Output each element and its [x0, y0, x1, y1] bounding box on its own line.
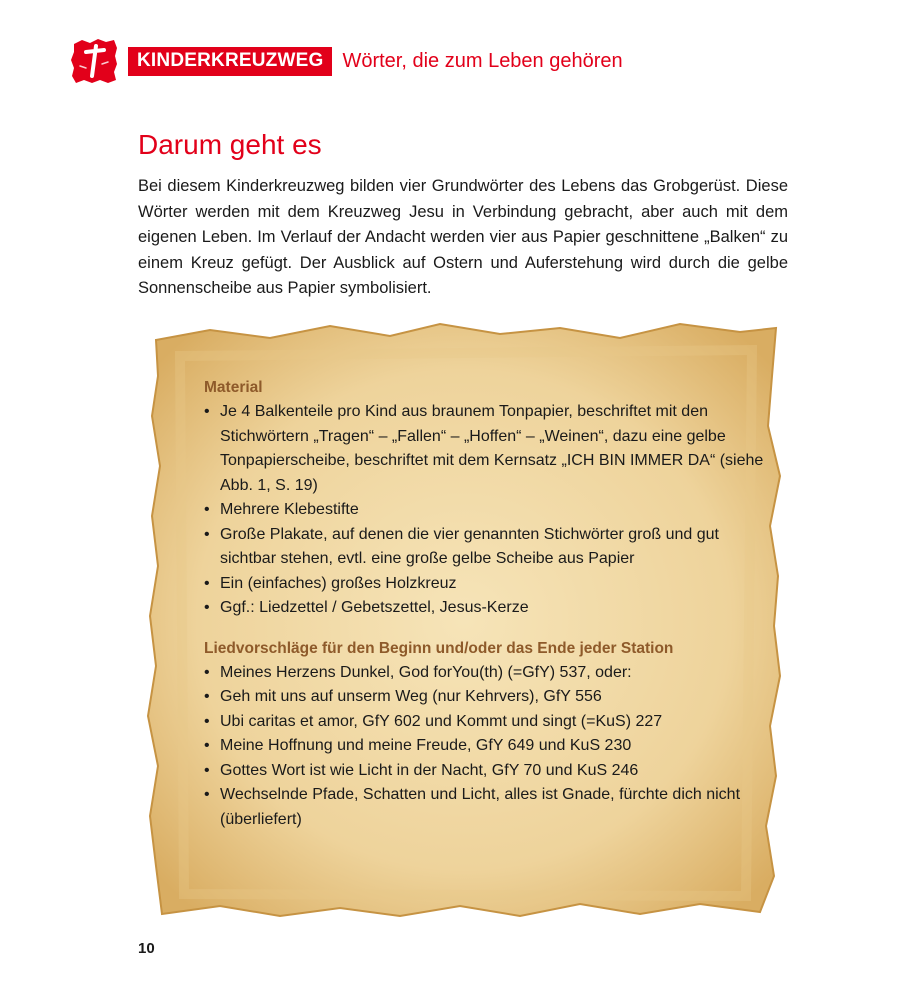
list-item — [204, 596, 764, 621]
bullet-icon: • — [204, 761, 210, 779]
list-item — [204, 759, 764, 784]
bullet-icon: • — [204, 403, 210, 420]
list-item — [204, 710, 764, 735]
material-heading: Material — [204, 379, 263, 396]
list-item — [204, 734, 764, 759]
list-item — [204, 572, 764, 597]
list-item — [204, 400, 764, 498]
list-item-text: Ein (einfaches) großes Holzkreuz — [220, 574, 457, 592]
section-title: Darum geht es — [138, 129, 322, 160]
series-tagline: Wörter, die zum Leben gehören — [342, 50, 623, 72]
bullet-icon: • — [204, 574, 210, 592]
list-item-text: Ubi caritas et amor, GfY 602 und Kommt und singt (=KuS) 227 — [220, 712, 663, 730]
series-badge: KINDERKREUZWEG — [128, 47, 332, 76]
list-item-text: Mehrere Klebestifte — [220, 501, 359, 518]
bullet-icon: • — [204, 525, 210, 543]
list-item-text: Gottes Wort ist wie Licht in der Nacht, GfY 70 und KuS 246 — [220, 761, 639, 779]
list-item-text: Große Plakate, auf denen die vier genannten Stichwörter groß und gut sichtbar stehen, evtl. eine große gelbe Scheibe aus Papier — [220, 525, 719, 567]
list-item — [204, 498, 764, 523]
bullet-icon: • — [204, 712, 210, 730]
bullet-icon: • — [204, 599, 210, 616]
bullet-icon: • — [204, 786, 210, 803]
parchment-box — [140, 316, 792, 922]
cross-logo-icon — [70, 38, 118, 84]
list-item-text: Ggf.: Liedzettel / Gebetszettel, Jesus-Kerze — [220, 599, 529, 616]
list-item — [204, 661, 764, 686]
songs-list — [204, 661, 764, 833]
list-item-text: Je 4 Balkenteile pro Kind aus braunem Tonpapier, beschriftet mit den Stichwörtern „Tragen“ – „Fallen“ – „Hoffen“ – „Weinen“, dazu eine gelbe Tonpapierscheibe, beschriftet mit dem Kernsatz „ICH BIN IMMER DA“ (siehe Abb. 1, S. 19) — [220, 403, 764, 494]
list-item-text: Geh mit uns auf unserm Weg (nur Kehrvers), GfY 556 — [220, 688, 602, 705]
material-list — [204, 400, 764, 621]
songs-heading: Liedvorschläge für den Beginn und/oder das Ende jeder Station — [204, 639, 674, 657]
list-item — [204, 523, 764, 572]
bullet-icon: • — [204, 501, 210, 518]
bullet-icon: • — [204, 737, 210, 754]
page-number: 10 — [138, 940, 155, 957]
list-item-text: Wechselnde Pfade, Schatten und Licht, alles ist Gnade, fürchte dich nicht (überliefert) — [220, 786, 741, 828]
intro-paragraph: Bei diesem Kinderkreuzweg bilden vier Grundwörter des Lebens das Grobgerüst. Diese Wörter werden mit dem Kreuzweg Jesu in Verbindung gebracht, aber auch mit dem eigenen Leben. Im Verlauf der Andacht werden vier aus Papier geschnittene „Balken“ zu einem Kreuz gefügt. Der Ausblick auf Ostern und Auferstehung wird durch die gelbe Sonnenscheibe aus Papier symbolisiert. — [138, 177, 788, 297]
bullet-icon: • — [204, 688, 210, 705]
list-item — [204, 783, 764, 832]
list-item-text: Meine Hoffnung und meine Freude, GfY 649 und KuS 230 — [220, 737, 632, 754]
bullet-icon: • — [204, 663, 210, 681]
header — [70, 38, 623, 84]
list-item — [204, 685, 764, 710]
list-item-text: Meines Herzens Dunkel, God forYou(th) (=GfY) 537, oder: — [220, 663, 632, 681]
